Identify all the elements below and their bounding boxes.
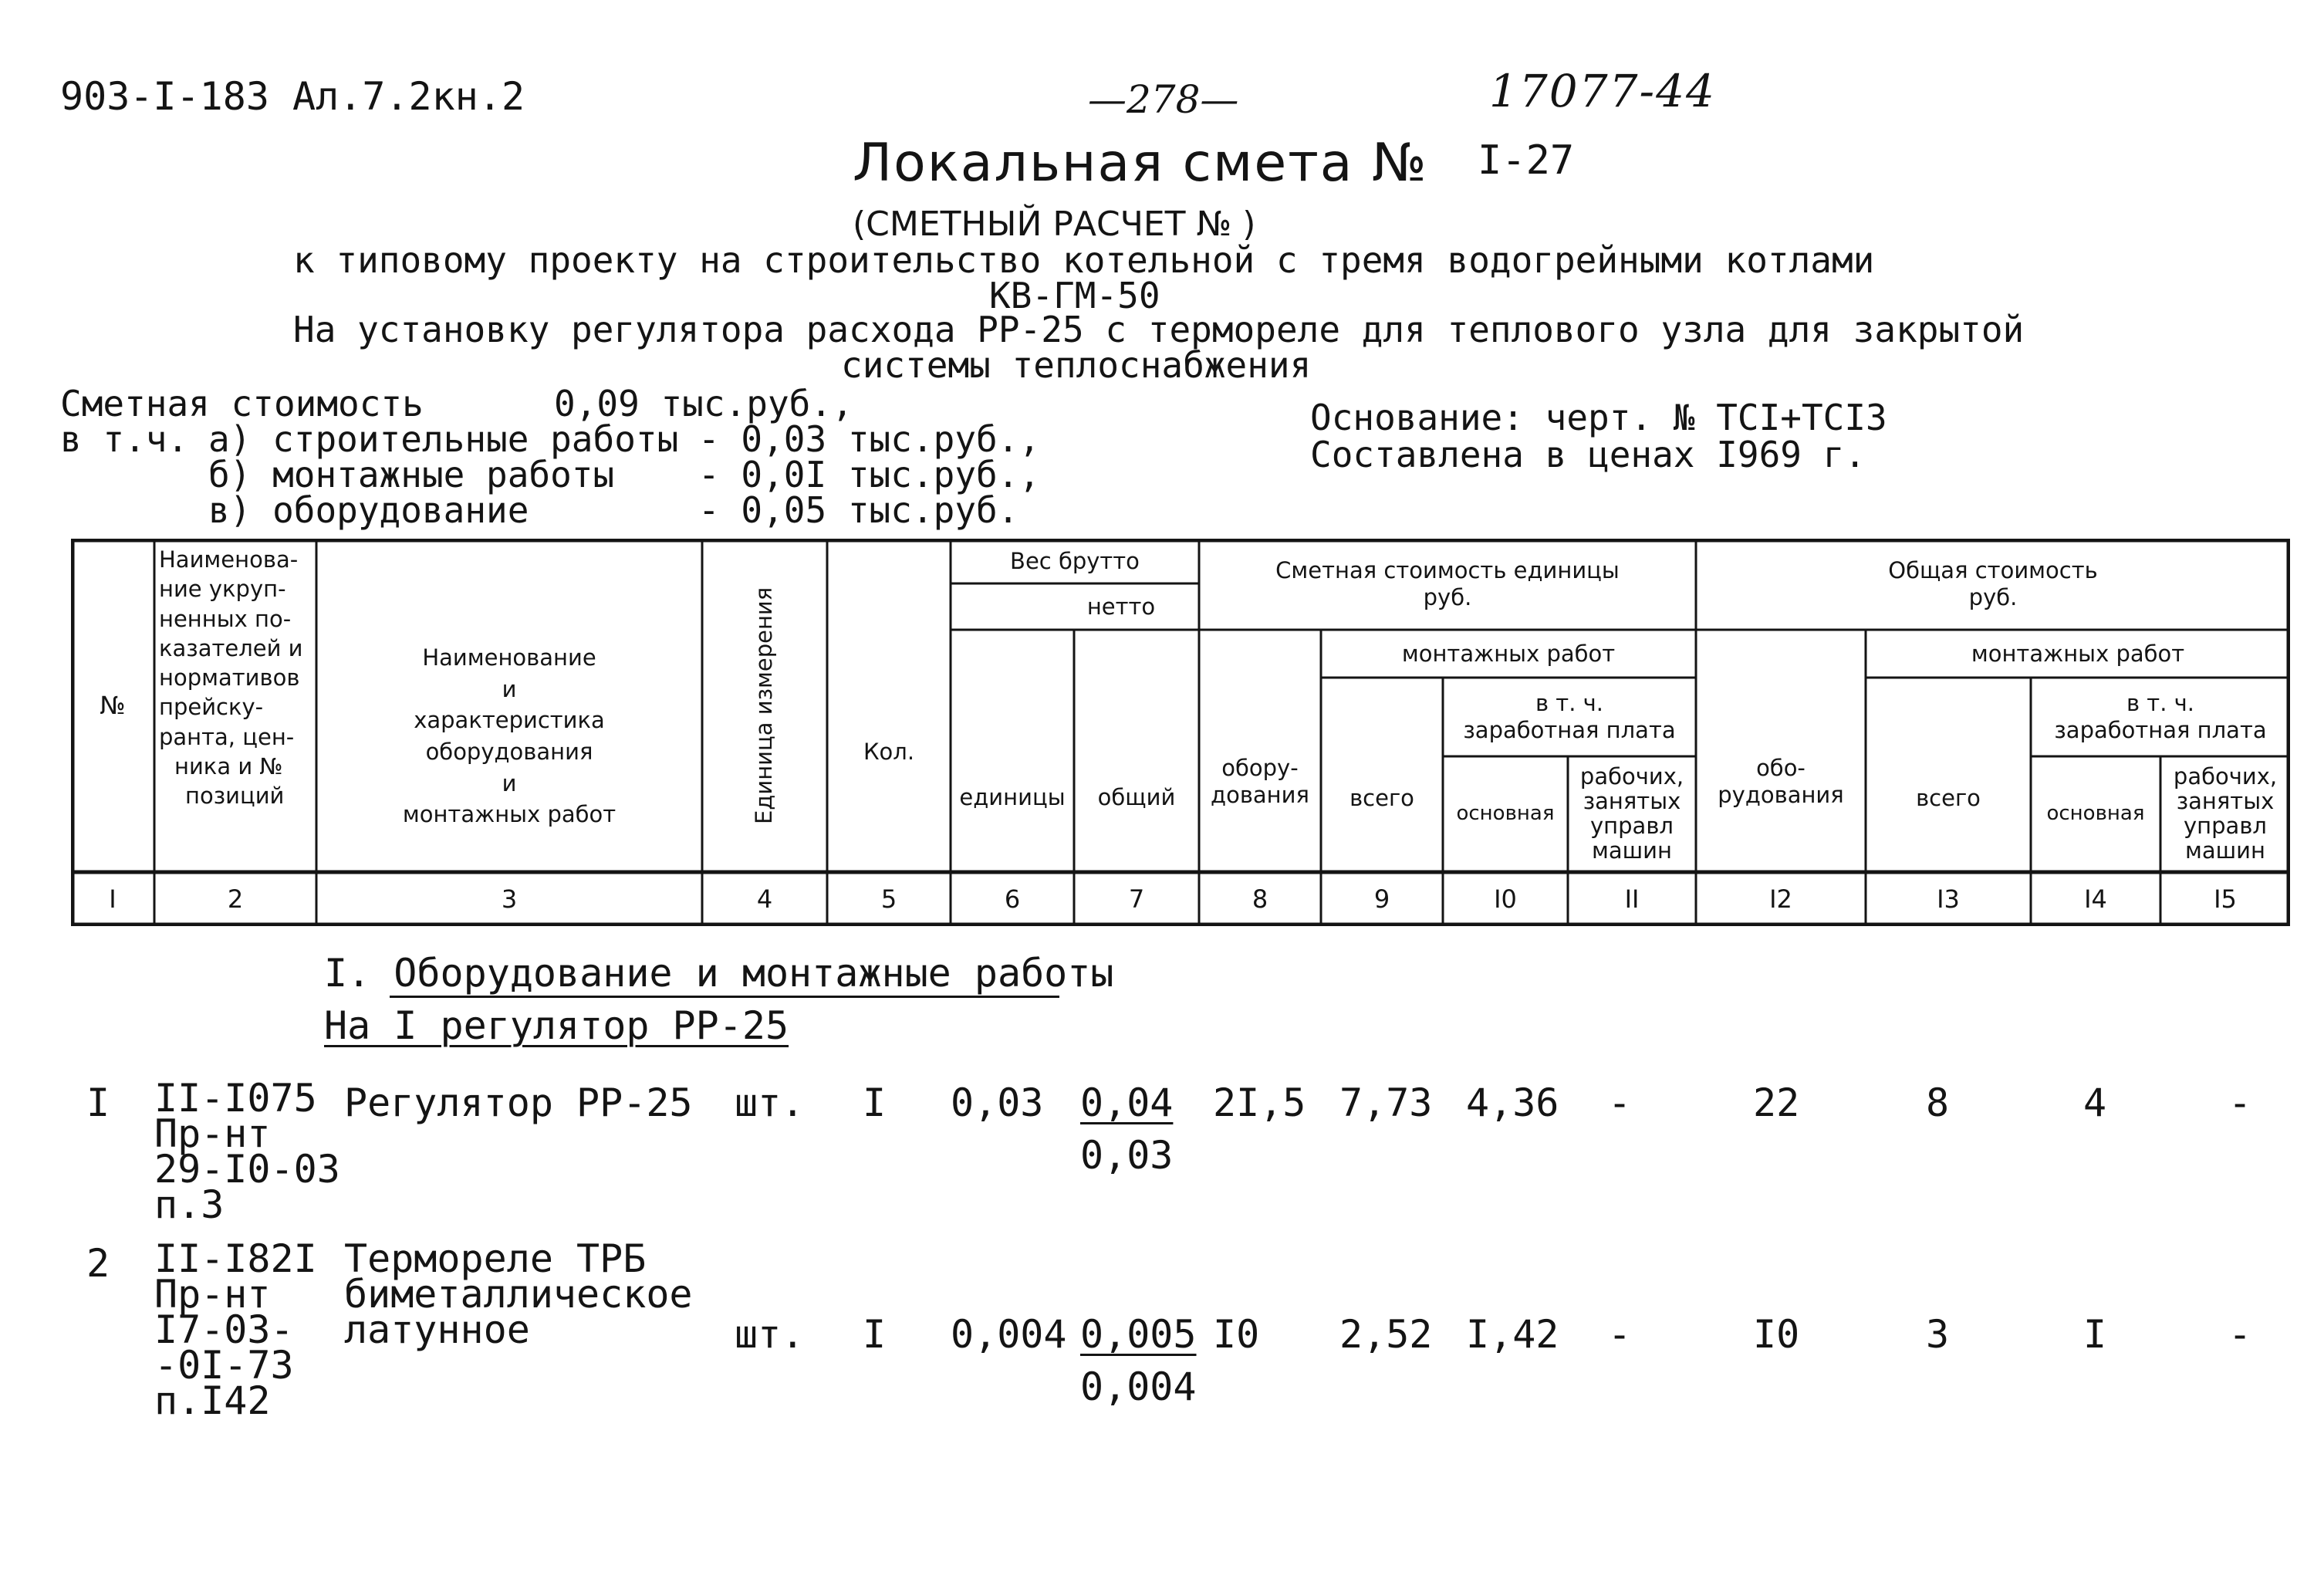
row-item-name: Термореле ТРБ биметаллическое латунное [344, 1236, 693, 1352]
row-unit-wage-basic: 4,36 [1466, 1080, 1559, 1125]
column-number: 7 [1128, 884, 1145, 914]
project-line-4: системы теплоснабжения [841, 344, 1312, 386]
header-unit-wage: в т. ч. заработная плата [1463, 690, 1676, 743]
header-unit-cost: Сметная стоимость единицы руб. [1275, 557, 1620, 610]
row-total-mount-all: 8 [1926, 1080, 1950, 1125]
column-number: I2 [1769, 884, 1792, 914]
equipment-value: - 0,05 тыс.руб. [698, 489, 1019, 531]
row-qty: I [863, 1312, 887, 1357]
section-subtitle: На I регулятор РР-25 [324, 1003, 789, 1048]
construction-label: а) строительные работы [208, 418, 679, 460]
row-weight-net: 0,03 [1080, 1133, 1174, 1178]
header-unit-equipment: обору- дования [1211, 755, 1309, 808]
section-title: I. Оборудование и монтажные работы [324, 951, 1114, 996]
row-unit-mount-all: 7,73 [1339, 1080, 1433, 1125]
header-weight-unit: единицы [959, 783, 1066, 810]
row-number: 2 [86, 1241, 110, 1286]
mounting-label: б) монтажные работы [208, 454, 615, 495]
header-total-mounting: монтажных работ [1971, 640, 2185, 667]
row-total-mount-all: 3 [1926, 1312, 1950, 1357]
handwritten-number: 17077-44 [1489, 65, 1716, 117]
column-number: I0 [1494, 884, 1517, 914]
document-title: Локальная смета № [853, 133, 1428, 194]
column-number: I5 [2214, 884, 2237, 914]
row-unit-wage-machine: - [1608, 1080, 1632, 1125]
project-line-1: к типовому проекту на строительство котельной с тремя водогрейными котлами [293, 239, 1875, 281]
header-no: № [100, 690, 126, 720]
row-total-equipment: 22 [1753, 1080, 1800, 1125]
row-number: I [86, 1080, 110, 1125]
section-title-underline [390, 996, 1059, 998]
header-unit-basic: основная [1456, 802, 1555, 826]
header-total-wage: в т. ч. заработная плата [2054, 690, 2267, 743]
page-number: —278— [1088, 77, 1239, 122]
document-code: 903-I-183 Ал.7.2кн.2 [60, 74, 525, 119]
column-number: 5 [880, 884, 897, 914]
header-unit: Единица измерения [751, 587, 778, 824]
equipment-label: в) оборудование [208, 489, 529, 531]
row-unit-mount-all: 2,52 [1339, 1312, 1433, 1357]
basis-line: Основание: черт. № ТСI+ТСI3 [1310, 397, 1887, 438]
row-weight-unit: 0,03 [951, 1080, 1044, 1125]
header-weight-total: общий [1097, 783, 1176, 810]
row-norm-code: II-I82I Пр-нт I7-03- -0I-73 п.I42 [154, 1236, 317, 1423]
header-norm-code: Наименова- ние укруп- ненных по- казателей и нормативов прейску- ранта, цен- ника и № позиций [159, 546, 303, 810]
row-weight-unit: 0,004 [951, 1312, 1067, 1357]
header-total-equipment: обо- рудования [1718, 755, 1844, 808]
column-number: I3 [1937, 884, 1960, 914]
row-unit-wage-machine: - [1608, 1312, 1632, 1357]
calculation-subtitle: (СМЕТНЫЙ РАСЧЕТ № ) [853, 205, 1256, 244]
header-total-machine: рабочих, занятых управл машин [2173, 763, 2278, 864]
header-total-basic: основная [2046, 802, 2145, 826]
column-number: II [1624, 884, 1640, 914]
header-unit-mounting: монтажных работ [1401, 640, 1616, 667]
total-cost-label: Сметная стоимость [60, 383, 424, 424]
row-item-name: Регулятор РР-25 [344, 1080, 693, 1125]
column-number: I4 [2084, 884, 2107, 914]
column-number: 9 [1373, 884, 1390, 914]
row-total-wage-machine: - [2228, 1312, 2252, 1357]
header-total-all: всего [1916, 784, 1981, 811]
column-number: 3 [501, 884, 518, 914]
header-qty: Кол. [863, 738, 915, 765]
total-cost-value: 0,09 тыс.руб., [554, 383, 853, 424]
header-weight-net: нетто [1086, 593, 1156, 620]
prices-line: Составлена в ценах I969 г. [1310, 434, 1866, 475]
row-unit: шт. [735, 1080, 805, 1125]
row-weight-total: 0,04 [1080, 1080, 1174, 1125]
row-unit-wage-basic: I,42 [1466, 1312, 1559, 1357]
header-unit-all: всего [1349, 784, 1414, 811]
mounting-value: - 0,0I тыс.руб., [698, 454, 1041, 495]
header-total-cost: Общая стоимость руб. [1888, 557, 2098, 610]
estimate-number: I-27 [1478, 137, 1575, 184]
row-unit-equipment: I0 [1213, 1312, 1260, 1357]
row-qty: I [863, 1080, 887, 1125]
row-unit: шт. [735, 1312, 805, 1357]
row-total-wage-basic: I [2083, 1312, 2107, 1357]
header-unit-machine: рабочих, занятых управл машин [1579, 763, 1684, 864]
incl-label: в т.ч. [60, 418, 189, 460]
project-line-2: КВ-ГМ-50 [989, 275, 1160, 316]
row-total-wage-machine: - [2228, 1080, 2252, 1125]
row-total-wage-basic: 4 [2083, 1080, 2107, 1125]
row-weight-total: 0,005 [1080, 1312, 1197, 1357]
construction-value: - 0,03 тыс.руб., [698, 418, 1041, 460]
row-total-equipment: I0 [1753, 1312, 1800, 1357]
column-number: I [109, 884, 117, 914]
column-number: 2 [227, 884, 244, 914]
row-weight-net: 0,004 [1080, 1364, 1197, 1409]
header-weight-gross: Вес брутто [1010, 547, 1140, 574]
project-line-3: На установку регулятора расхода РР-25 с термореле для теплового узла для закрытой [293, 309, 2025, 350]
header-name: Наименование и характеристика оборудования и монтажных работ [402, 644, 616, 828]
column-number: 4 [756, 884, 773, 914]
column-number: 6 [1004, 884, 1021, 914]
row-unit-equipment: 2I,5 [1213, 1080, 1306, 1125]
row-norm-code: II-I075 Пр-нт 29-I0-03 п.3 [154, 1076, 340, 1227]
column-number: 8 [1252, 884, 1268, 914]
estimate-table-header [71, 539, 2290, 926]
